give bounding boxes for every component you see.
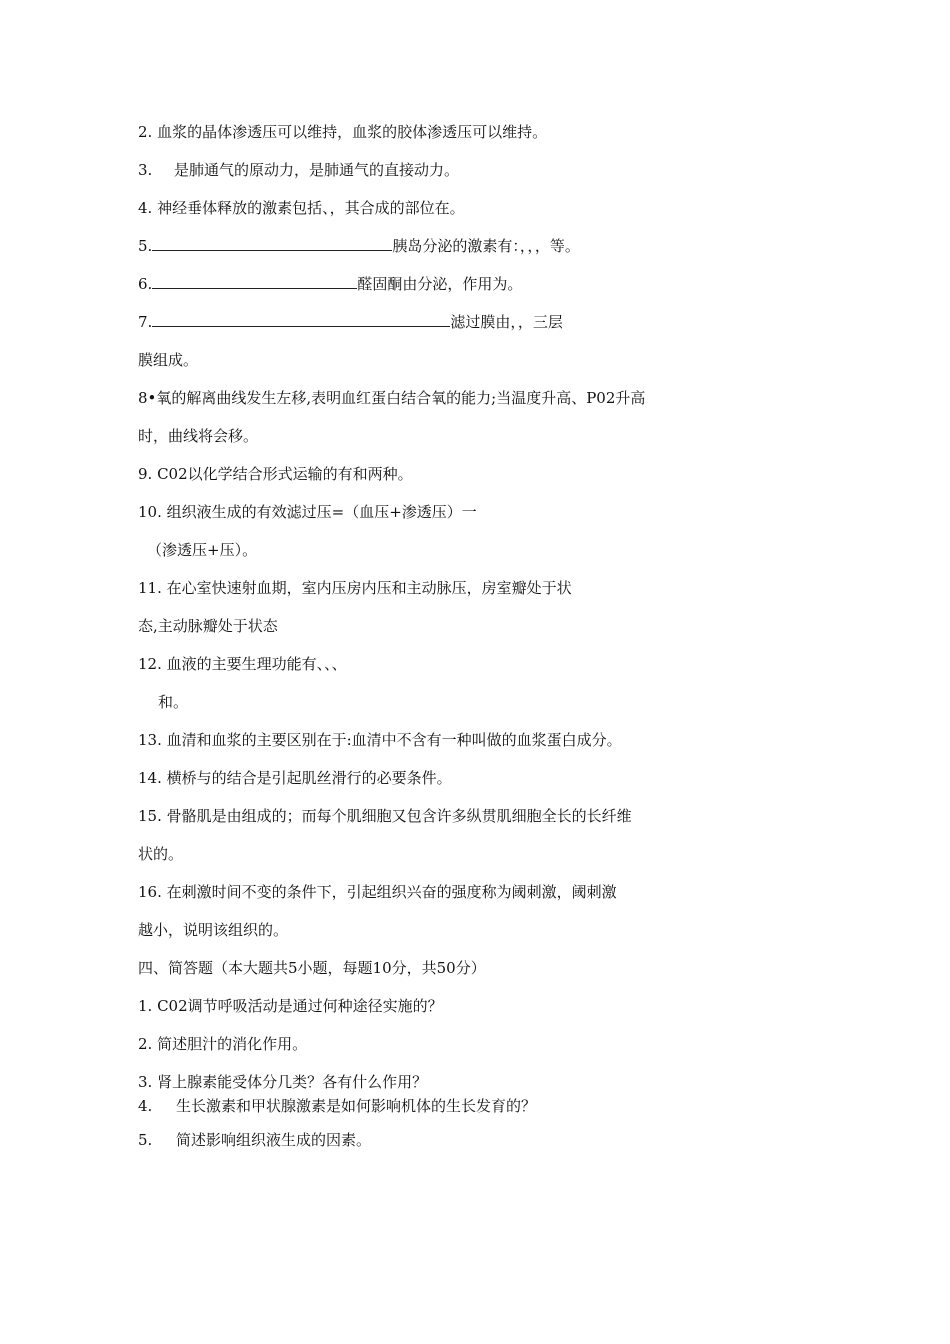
question-number: 7. [138, 313, 153, 331]
fill-question-13: 13. 血清和血浆的主要区别在于:血清中不含有一种叫做的血浆蛋白成分。 [138, 731, 622, 749]
question-number: 4. [138, 1097, 153, 1115]
fill-question-2: 2. 血浆的晶体渗透压可以维持，血浆的胶体渗透压可以维持。 [138, 123, 548, 141]
continuation-line: 膜组成。 [138, 351, 199, 369]
fill-question-9: 9. C02以化学结合形式运输的有和两种。 [138, 465, 413, 483]
continuation-line: 时，曲线将会移。 [138, 427, 259, 445]
fill-question-7 [138, 312, 563, 332]
short-answer-question-1: 1. C02调节呼吸活动是通过何种途径实施的？ [138, 997, 443, 1015]
question-text: 是肺通气的原动力，是肺通气的直接动力。 [174, 161, 460, 179]
short-answer-question-4 [138, 1096, 536, 1116]
question-text: 生长激素和甲状腺激素是如何影响机体的生长发育的？ [176, 1097, 537, 1115]
fill-question-14: 14. 横桥与的结合是引起肌丝滑行的必要条件。 [138, 769, 452, 787]
question-text: 简述影响组织液生成的因素。 [176, 1131, 372, 1149]
fill-question-6 [138, 274, 522, 294]
short-answer-question-5 [138, 1130, 371, 1150]
fill-question-12: 12. 血液的主要生理功能有、、、 [138, 655, 347, 673]
question-number: 5. [138, 1131, 153, 1149]
question-number: 5. [138, 237, 153, 255]
question-text: 醛固酮由分泌，作用为。 [357, 275, 523, 293]
continuation-line: 越小，说明该组织的。 [138, 921, 289, 939]
fill-question-15: 15. 骨骼肌是由组成的；而每个肌细胞又包含许多纵贯肌细胞全长的长纤维 [138, 807, 632, 825]
question-text: 滤过膜由，，三层 [450, 313, 563, 331]
fill-question-11: 11. 在心室快速射血期，室内压房内压和主动脉压，房室瓣处于状 [138, 579, 572, 597]
fill-question-16: 16. 在刺激时间不变的条件下，引起组织兴奋的强度称为阈刺激，阈刺激 [138, 883, 617, 901]
fill-question-8: 8•氧的解离曲线发生左移,表明血红蛋白结合氧的能力;当温度升高、P02升高 [138, 389, 646, 407]
question-text: 胰岛分泌的激素有：，，，等。 [392, 237, 580, 255]
section-heading: 四、简答题（本大题共5小题，每题10分，共50分） [138, 959, 486, 977]
continuation-line: 态,主动脉瓣处于状态 [138, 617, 278, 635]
continuation-line: 和。 [158, 693, 189, 711]
answer-blank[interactable] [152, 236, 392, 251]
fill-question-5 [138, 236, 580, 256]
question-number: 6. [138, 275, 153, 293]
short-answer-question-2: 2. 简述胆汁的消化作用。 [138, 1035, 308, 1053]
fill-question-10: 10. 组织液生成的有效滤过压=（血压+渗透压）一 [138, 503, 477, 521]
continuation-line: （渗透压+压）。 [147, 541, 258, 559]
fill-question-4: 4. 神经垂体释放的激素包括、，其合成的部位在。 [138, 199, 465, 217]
answer-blank[interactable] [152, 312, 450, 327]
fill-question-3 [138, 160, 459, 180]
answer-blank[interactable] [152, 274, 357, 289]
question-number: 3. [138, 161, 153, 179]
short-answer-question-3: 3. 肾上腺素能受体分几类？各有什么作用？ [138, 1073, 428, 1091]
continuation-line: 状的。 [138, 845, 184, 863]
